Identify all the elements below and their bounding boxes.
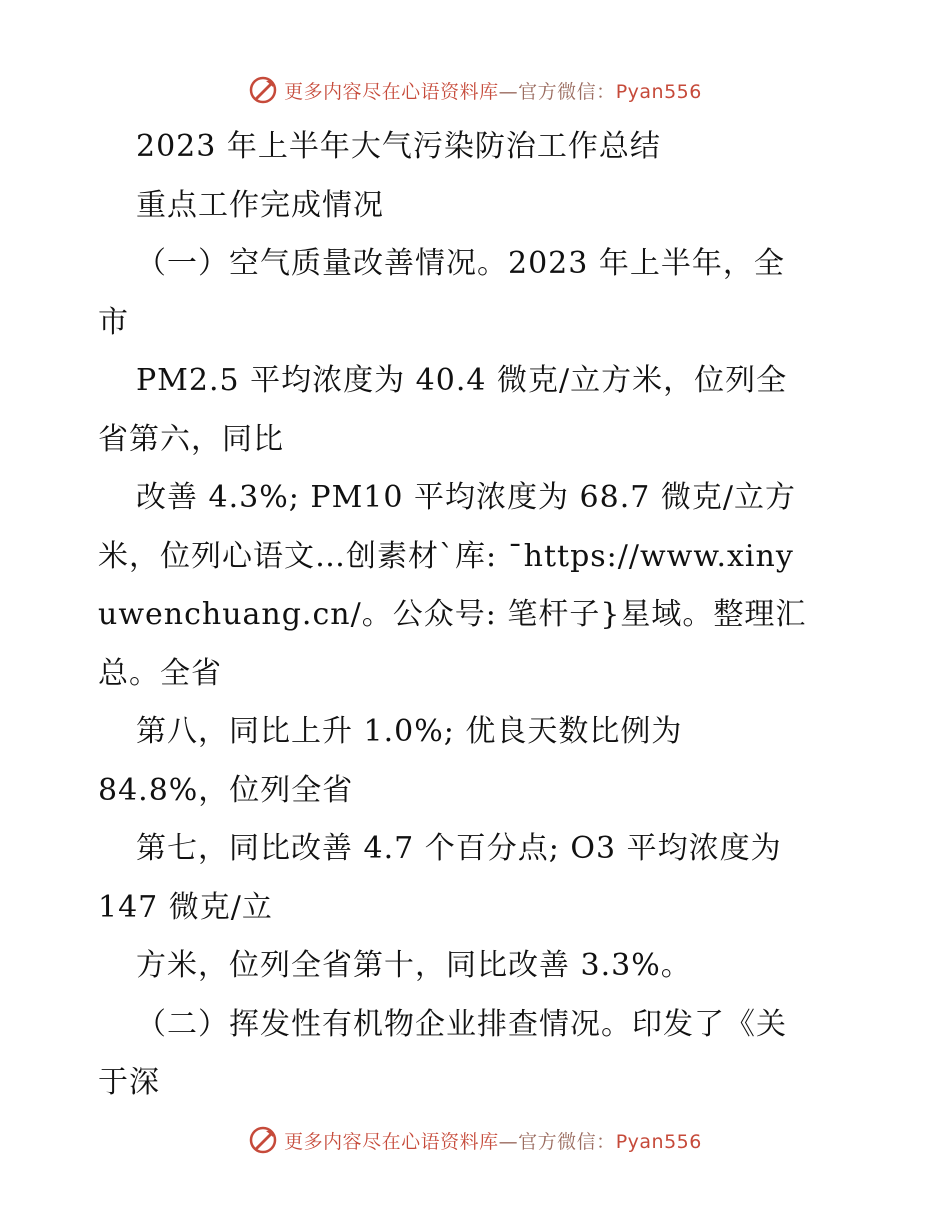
paragraph-line: uwenchuang.cn/。公众号: 笔杆子}星域。整理汇 xyxy=(98,597,807,632)
section-heading: 重点工作完成情况 xyxy=(136,187,384,223)
paragraph-line: （一）空气质量改善情况。2023 年上半年，全 xyxy=(136,246,785,281)
banner-text xyxy=(284,77,702,104)
paragraph-line: （二）挥发性有机物企业排查情况。印发了《关 xyxy=(136,1006,787,1042)
banner-library-text: 更多内容尽在心语资料库 xyxy=(284,80,499,103)
paragraph-line: 第七，同比改善 4.7 个百分点; O3 平均浓度为 xyxy=(136,831,782,866)
feather-quill-icon xyxy=(248,1125,278,1155)
banner-library-text: 更多内容尽在心语资料库 xyxy=(284,1130,499,1153)
banner-official-text: —官方微信： xyxy=(498,1130,616,1153)
banner-text xyxy=(284,1127,702,1154)
paragraph-line: 米，位列心语文…创素材`库: ¯https://www.xiny xyxy=(98,538,794,574)
paragraph-line: PM2.5 平均浓度为 40.4 微克/立方米，位列全 xyxy=(136,363,788,398)
paragraph-line: 改善 4.3%; PM10 平均浓度为 68.7 微克/立方 xyxy=(136,480,796,515)
paragraph-line: 147 微克/立 xyxy=(98,889,273,925)
paragraph-line: 省第六，同比 xyxy=(98,421,284,457)
paragraph-line: 市 xyxy=(98,304,129,340)
footer-banner xyxy=(0,1120,950,1160)
feather-quill-icon xyxy=(248,75,278,105)
paragraph-line: 总。全省 xyxy=(98,655,222,691)
paragraph-line: 于深 xyxy=(98,1065,160,1100)
banner-official-text: —官方微信： xyxy=(498,80,616,103)
banner-wechat-id: Pyan556 xyxy=(615,80,702,103)
document-body xyxy=(98,118,858,1113)
paragraph-line: 84.8%，位列全省 xyxy=(98,772,354,808)
banner-wechat-id: Pyan556 xyxy=(615,1130,702,1153)
paragraph-line: 第八，同比上升 1.0%; 优良天数比例为 xyxy=(136,714,683,749)
header-banner xyxy=(0,70,950,110)
paragraph-line: 方米，位列全省第十，同比改善 3.3%。 xyxy=(136,948,692,983)
document-title: 2023 年上半年大气污染防治工作总结 xyxy=(136,129,661,164)
